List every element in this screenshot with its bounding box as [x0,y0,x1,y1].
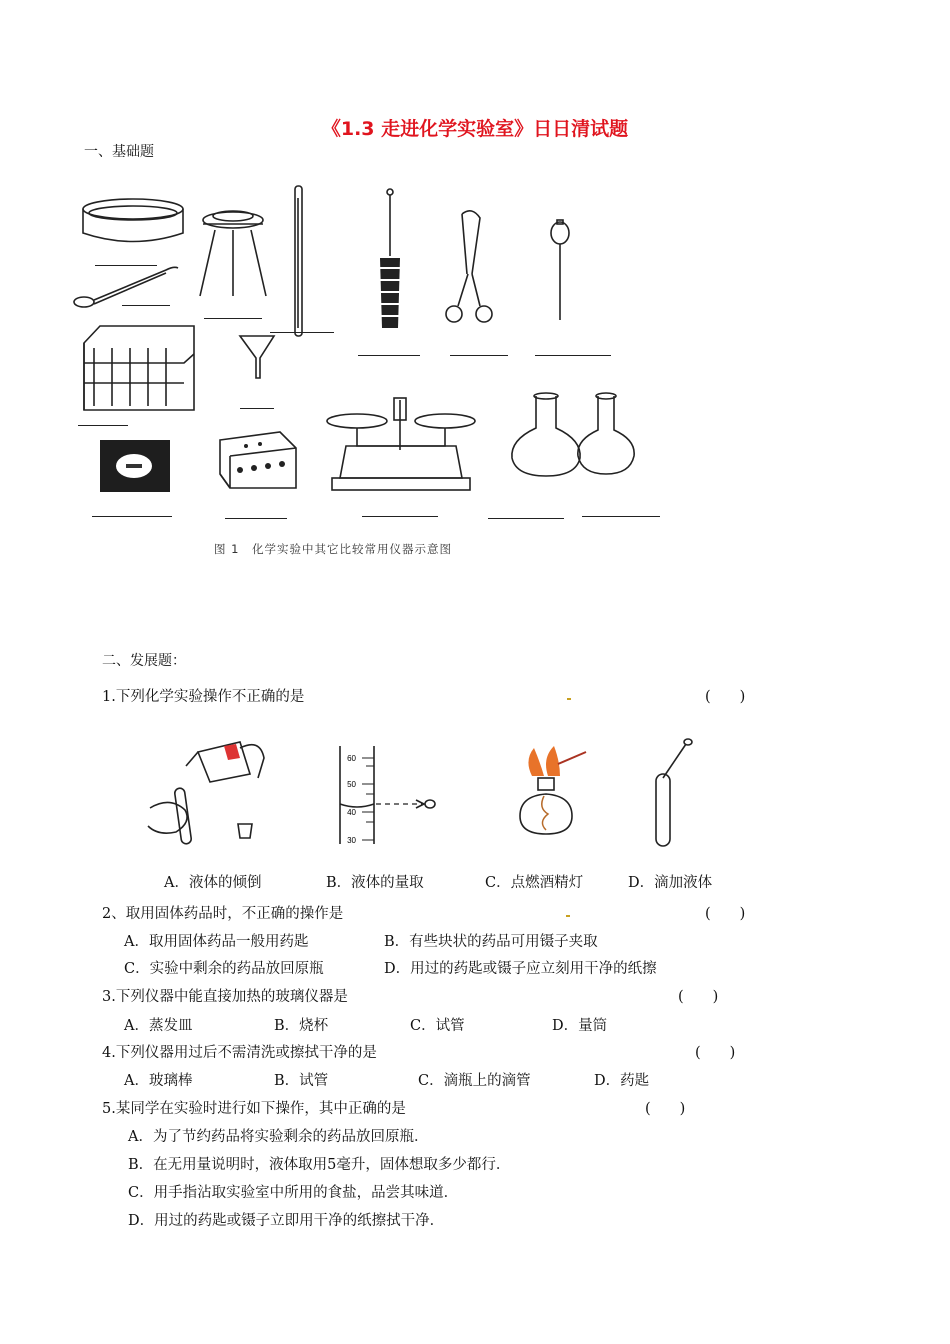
question-5-answer-paren[interactable]: ( ) [645,1101,686,1117]
crucible-tongs-icon [446,211,492,322]
q4-option-b[interactable]: B．试管 [274,1073,329,1089]
answer-blank[interactable] [225,518,287,519]
q2-option-b[interactable]: B．有些块状的药品可用镊子夹取 [384,934,598,950]
q4-option-a[interactable]: A．玻璃棒 [124,1073,193,1089]
question-3-stem: 3.下列仪器中能直接加热的玻璃仪器是 [102,989,348,1005]
section2-heading: 二、发展题： [102,653,186,669]
question-4-answer-paren[interactable]: ( ) [695,1045,736,1061]
question-1-images [140,738,760,850]
funnel-icon [240,336,274,378]
instruments-drawing [70,178,670,538]
answer-blank[interactable] [78,425,128,426]
q3-option-b[interactable]: B．烧杯 [274,1018,329,1034]
weights-box-icon [220,432,296,488]
q5-option-a[interactable]: A．为了节约药品将实验剩余的药品放回原瓶． [128,1129,429,1145]
figure1-instruments [70,178,670,538]
q2-option-a[interactable]: A．取用固体药品一般用药匙 [124,934,309,950]
q3-option-c[interactable]: C．试管 [410,1018,465,1034]
cylinder-tick-30: 30 [347,836,356,845]
q4-option-d[interactable]: D．药匙 [594,1073,650,1089]
answer-blank[interactable] [582,516,660,517]
medicine-spoon-icon [74,267,178,307]
dropper-adding-icon [656,739,692,846]
q3-option-a[interactable]: A．蒸发皿 [124,1018,193,1034]
balance-icon [327,398,475,490]
question-1-drawings [140,738,760,850]
thermometer-icon [295,186,302,336]
page-title: 《1.3 走进化学实验室》日日清试题 [321,118,629,140]
answer-blank[interactable] [95,265,157,266]
section1-heading: 一、基础题 [84,144,154,160]
cylinder-tick-50: 50 [347,780,356,789]
cylinder-tick-40: 40 [347,808,356,817]
answer-blank[interactable] [92,516,172,517]
q5-option-b[interactable]: B．在无用量说明时，液体取用5毫升，固体想取多少都行． [128,1157,511,1173]
question-3-answer-paren[interactable]: ( ) [678,989,719,1005]
q2-option-d[interactable]: D．用过的药匙或镊子应立刻用干净的纸擦 [384,961,657,977]
decorative-dot [567,698,571,700]
decorative-dot [566,915,570,917]
q1-option-b[interactable]: B．液体的量取 [326,875,424,891]
answer-blank[interactable] [450,355,508,356]
figure1-caption: 图 1 化学实验中其它比较常用仪器示意图 [214,542,452,556]
question-1-answer-paren[interactable]: ( ) [705,689,746,705]
test-tube-rack-icon [84,326,194,410]
answer-blank[interactable] [204,318,262,319]
cylinder-tick-60: 60 [347,754,356,763]
q5-option-c[interactable]: C．用手指沾取实验室中所用的食盐，品尝其味道． [128,1185,459,1201]
answer-blank[interactable] [358,355,420,356]
answer-blank[interactable] [362,516,438,517]
pouring-liquid-icon [148,742,264,844]
q3-option-d[interactable]: D．量筒 [552,1018,608,1034]
answer-blank[interactable] [122,305,170,306]
asbestos-net-icon [100,440,170,492]
q4-option-c[interactable]: C．滴瓶上的滴管 [418,1073,531,1089]
question-4-stem: 4.下列仪器用过后不需清洗或擦拭干净的是 [102,1045,377,1061]
q1-option-d[interactable]: D．滴加液体 [628,875,713,891]
dropper-icon [551,220,569,320]
q1-option-a[interactable]: A．液体的倾倒 [164,875,262,891]
round-bottom-flask-icon [578,393,634,474]
answer-blank[interactable] [488,518,564,519]
answer-blank[interactable] [270,332,334,333]
flat-bottom-flask-icon [512,393,580,476]
answer-blank[interactable] [240,408,274,409]
question-5-stem: 5.某同学在实验时进行如下操作，其中正确的是 [102,1101,406,1117]
q1-option-c[interactable]: C．点燃酒精灯 [485,875,584,891]
question-2-answer-paren[interactable]: ( ) [705,906,746,922]
q5-option-d[interactable]: D．用过的药匙或镊子立即用干净的纸擦拭干净． [128,1213,445,1229]
crystallizing-dish-icon [83,199,183,242]
q2-option-c[interactable]: C．实验中剩余的药品放回原瓶 [124,961,324,977]
alcohol-lamp-icon [520,746,586,834]
test-tube-brush-icon [376,189,404,328]
tripod-dish-icon [200,211,266,296]
question-1-stem: 1.下列化学实验操作不正确的是 [102,689,305,705]
answer-blank[interactable] [535,355,611,356]
question-2-stem: 2、取用固体药品时，不正确的操作是 [102,906,344,922]
